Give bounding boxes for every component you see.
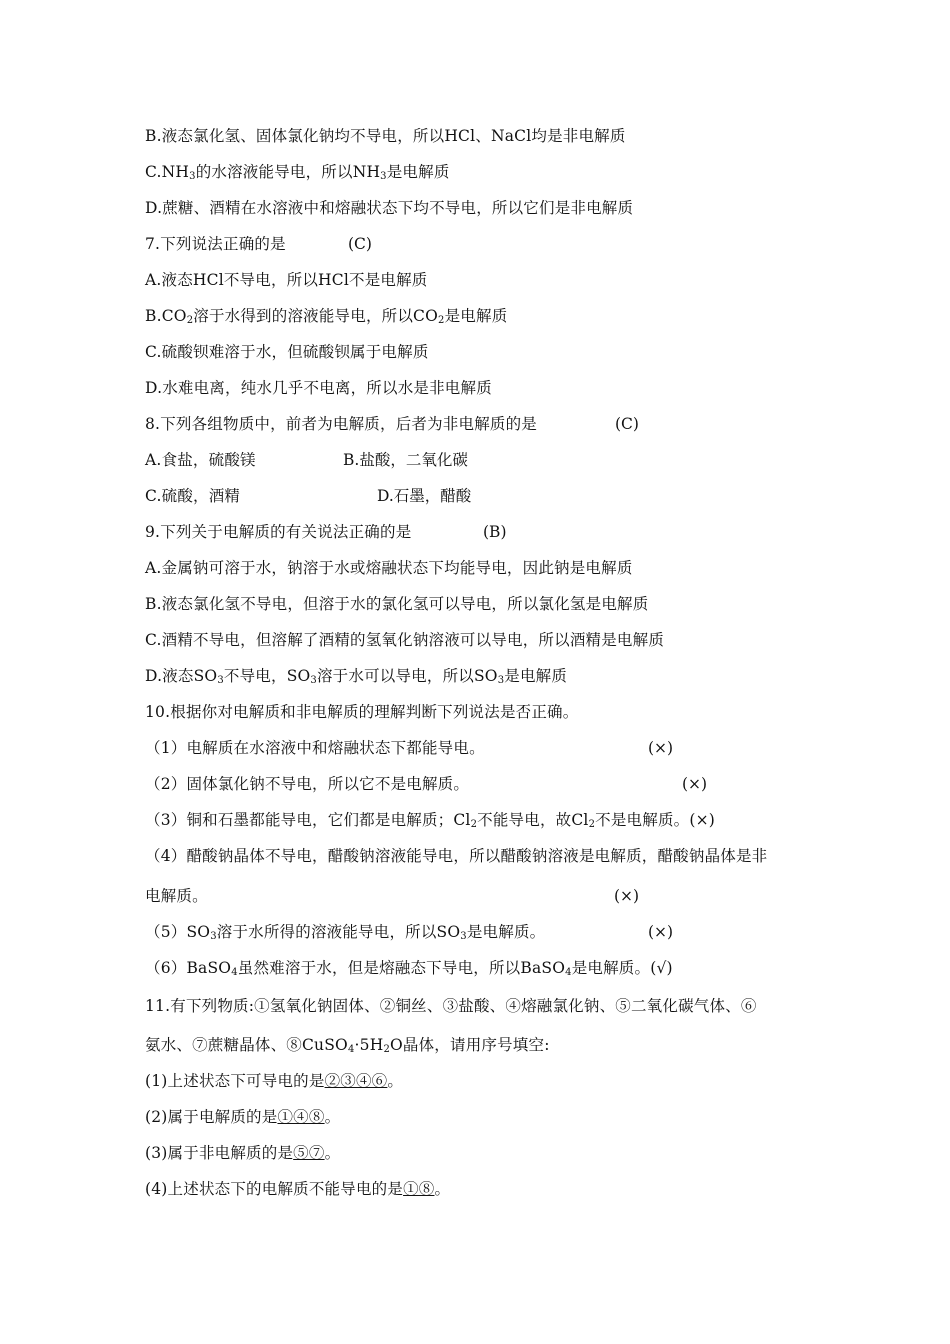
- question-9-answer: (B): [483, 523, 507, 541]
- question-8: 8.下列各组物质中，前者为电解质，后者为非电解质的是: [145, 415, 537, 433]
- q9-option-c: C.酒精不导电，但溶解了酒精的氢氧化钠溶液可以导电，所以酒精是电解质: [145, 631, 665, 649]
- q11-part-2-answer: ①④⑧: [277, 1108, 325, 1126]
- q10-item-5-answer: (×): [648, 923, 674, 941]
- q7-option-c: C.硫酸钡难溶于水，但硫酸钡属于电解质: [145, 343, 429, 361]
- question-11: 11.有下列物质:①氢氧化钠固体、②铜丝、③盐酸、④熔融氯化钠、⑤二氧化碳气体、⑥: [145, 997, 757, 1015]
- q9-option-b: B.液态氯化氢不导电，但溶于水的氯化氢可以导电，所以氯化氢是电解质: [145, 595, 649, 613]
- q10-item-6: （6）BaSO$_4$虽然难溶于水，但是熔融态下导电，所以BaSO$_4$是电解质。(√): [145, 959, 673, 978]
- q7-option-b: $B.CO_2$溶于水得到的溶液能导电，所以$CO_2$是电解质: [145, 307, 508, 326]
- q10-item-4-answer: (×): [614, 887, 640, 905]
- q8-option-a: A.食盐，硫酸镁: [145, 451, 256, 469]
- q8-option-b: B.盐酸，二氧化碳: [343, 451, 468, 469]
- q11-part-4-answer: ①⑧: [403, 1180, 435, 1198]
- question-7-answer: (C): [348, 235, 372, 253]
- q10-item-2: （2）固体氯化钠不导电，所以它不是电解质。: [145, 775, 470, 793]
- q11-part-3-answer: ⑤⑦: [293, 1144, 325, 1162]
- q10-item-2-answer: (×): [682, 775, 708, 793]
- q7-option-d: D.水难电离，纯水几乎不电离，所以水是非电解质: [145, 379, 492, 397]
- q10-item-1-answer: (×): [648, 739, 674, 757]
- question-10: 10.根据你对电解质和非电解质的理解判断下列说法是否正确。: [145, 703, 579, 721]
- q8-option-d: D.石墨，醋酸: [377, 487, 472, 505]
- q11-part-2: (2)属于电解质的是①④⑧。: [145, 1108, 341, 1126]
- q10-item-4: （4）醋酸钠晶体不导电，醋酸钠溶液能导电，所以醋酸钠溶液是电解质，醋酸钠晶体是非: [145, 847, 768, 865]
- question-8-answer: (C): [615, 415, 639, 433]
- question-11-cont: 氨水、⑦蔗糖晶体、$⑧CuSO_4\cdot 5H_2O$晶体，请用序号填空:: [145, 1036, 550, 1055]
- q11-part-1: (1)上述状态下可导电的是②③④⑥。: [145, 1072, 404, 1090]
- q8-option-c: C.硫酸，酒精: [145, 487, 241, 505]
- q11-part-1-answer: ②③④⑥: [324, 1072, 388, 1090]
- q11-part-4: (4)上述状态下的电解质不能导电的是①⑧。: [145, 1180, 451, 1198]
- q9-option-d: D.液态$SO_3$不导电，$SO_3$溶于水可以导电，所以$SO_3$是电解质: [145, 667, 568, 686]
- option-line-c: $C.NH_3$的水溶液能导电，所以$NH_3$是电解质: [145, 163, 450, 182]
- q10-item-5: $(5)SO_3$溶于水所得的溶液能导电，所以$SO_3$是电解质。: [145, 923, 546, 942]
- option-line-b: B.液态氯化氢、固体氯化钠均不导电，所以HCl、NaCl均是非电解质: [145, 127, 626, 145]
- q7-option-a: A.液态HCl不导电，所以HCl不是电解质: [145, 271, 428, 289]
- q10-item-3: （3）铜和石墨都能导电，它们都是电解质；$Cl_2$不能导电，故$Cl_2$不是电解质。(×): [145, 811, 716, 830]
- option-line-d: D.蔗糖、酒精在水溶液中和熔融状态下均不导电，所以它们是非电解质: [145, 199, 634, 217]
- q11-part-3: (3)属于非电解质的是⑤⑦。: [145, 1144, 341, 1162]
- q9-option-a: A.金属钠可溶于水，钠溶于水或熔融状态下均能导电，因此钠是电解质: [145, 559, 633, 577]
- q10-item-4-cont: 电解质。: [145, 887, 208, 905]
- question-7: 7.下列说法正确的是: [145, 235, 286, 253]
- question-9: 9.下列关于电解质的有关说法正确的是: [145, 523, 412, 541]
- q10-item-1: （1）电解质在水溶液中和熔融状态下都能导电。: [145, 739, 485, 757]
